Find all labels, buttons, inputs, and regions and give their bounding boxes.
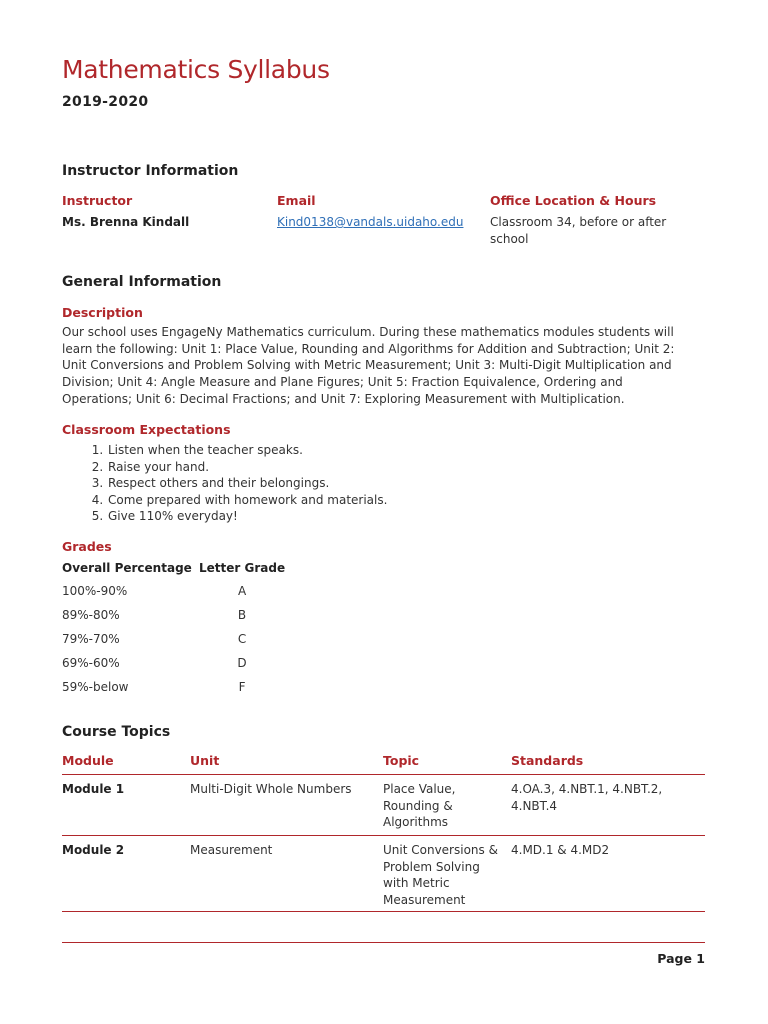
unit-cell: Multi-Digit Whole Numbers: [190, 782, 352, 796]
table-row: [62, 675, 285, 699]
description-line: Our school uses EngageNy Mathematics curriculum. During these mathematics modules students will: [62, 325, 674, 339]
standards-line: 4.OA.3, 4.NBT.1, 4.NBT.2,: [511, 782, 663, 796]
column-header: Letter Grade: [199, 561, 286, 575]
description-heading: Description: [62, 305, 143, 320]
unit-cell: Measurement: [190, 843, 273, 857]
topic-line: Problem Solving: [383, 859, 480, 874]
column-header: Unit: [190, 753, 220, 768]
instructor-info-heading: Instructor Information: [62, 163, 239, 179]
description-line: Unit Conversions and Problem Solving with Metric Measurement; Unit 3: Multi-Digit Multiplication and: [62, 358, 672, 373]
letter-cell: F: [238, 680, 246, 694]
topic-line: Rounding &: [383, 798, 453, 813]
topic-line: Place Value,: [383, 782, 456, 796]
footer-divider: [62, 942, 705, 943]
standards-line: 4.MD.1 & 4.MD2: [511, 843, 610, 857]
expectations-heading: Classroom Expectations: [62, 422, 231, 437]
column-header: Standards: [511, 753, 584, 768]
course-topics-table: [62, 750, 705, 912]
description-line: Operations; Unit 6: Decimal Fractions; and Unit 7: Exploring Measurement with Multiplication.: [62, 391, 625, 406]
description-line: learn the following: Unit 1: Place Value, Rounding and Algorithms for Addition and Subtraction; Unit 2:: [62, 341, 675, 356]
column-header: Overall Percentage: [62, 561, 192, 575]
table-header-row: [62, 750, 705, 775]
general-info-heading: General Information: [62, 274, 222, 290]
topic-line: with Metric: [383, 876, 450, 891]
expectations-list: [62, 442, 387, 525]
topic-line: Unit Conversions &: [383, 843, 498, 857]
page-number: Page 1: [657, 951, 705, 966]
office-column-label: Office Location & Hours: [490, 193, 657, 208]
module-cell: Module 2: [62, 843, 125, 857]
office-line: school: [490, 231, 529, 246]
table-row: [62, 651, 285, 675]
letter-cell: D: [237, 656, 247, 670]
letter-cell: A: [237, 584, 247, 598]
column-header: Topic: [383, 753, 420, 768]
standards-line: 4.NBT.4: [511, 798, 558, 813]
topic-cell: [383, 842, 511, 911]
letter-cell: B: [237, 608, 247, 622]
table-row: [62, 579, 285, 603]
list-item: 5. Give 110% everyday!: [107, 508, 387, 525]
office-line: Classroom 34, before or after: [490, 215, 667, 229]
office-hours: [490, 214, 705, 247]
table-row: [62, 775, 705, 836]
description-line: Division; Unit 4: Angle Measure and Plane Figures; Unit 5: Fraction Equivalence, Ordering and: [62, 375, 623, 390]
instructor-name: Ms. Brenna Kindall: [62, 215, 190, 229]
topic-line: Algorithms: [383, 815, 449, 830]
school-year: 2019-2020: [62, 94, 149, 110]
email-column-label: Email: [277, 193, 316, 208]
table-row: [62, 627, 285, 651]
list-item: 2. Raise your hand.: [107, 459, 387, 476]
course-topics-heading: Course Topics: [62, 724, 171, 740]
topic-cell: [383, 781, 511, 835]
percentage-cell: 100%-90%: [62, 584, 128, 598]
standards-cell: [511, 781, 705, 835]
percentage-cell: 79%-70%: [62, 632, 120, 646]
table-row: [62, 836, 705, 912]
grades-heading: Grades: [62, 539, 112, 554]
table-row: [62, 603, 285, 627]
percentage-cell: 89%-80%: [62, 608, 120, 622]
list-item: 1. Listen when the teacher speaks.: [107, 442, 387, 459]
standards-cell: [511, 842, 705, 911]
letter-cell: C: [237, 632, 247, 646]
instructor-email-link[interactable]: Kind0138@vandals.uidaho.edu: [277, 215, 464, 229]
percentage-cell: 59%-below: [62, 680, 129, 694]
list-item: 3. Respect others and their belongings.: [107, 475, 387, 492]
grades-table: [62, 557, 285, 699]
column-header: Module: [62, 753, 114, 768]
table-header-row: [62, 557, 285, 579]
list-item: 4. Come prepared with homework and materials.: [107, 492, 387, 509]
instructor-column-label: Instructor: [62, 193, 133, 208]
percentage-cell: 69%-60%: [62, 656, 120, 670]
page-title: Mathematics Syllabus: [62, 55, 330, 84]
description-paragraph: [62, 324, 705, 408]
module-cell: Module 1: [62, 782, 125, 796]
topic-line: Measurement: [383, 893, 466, 908]
